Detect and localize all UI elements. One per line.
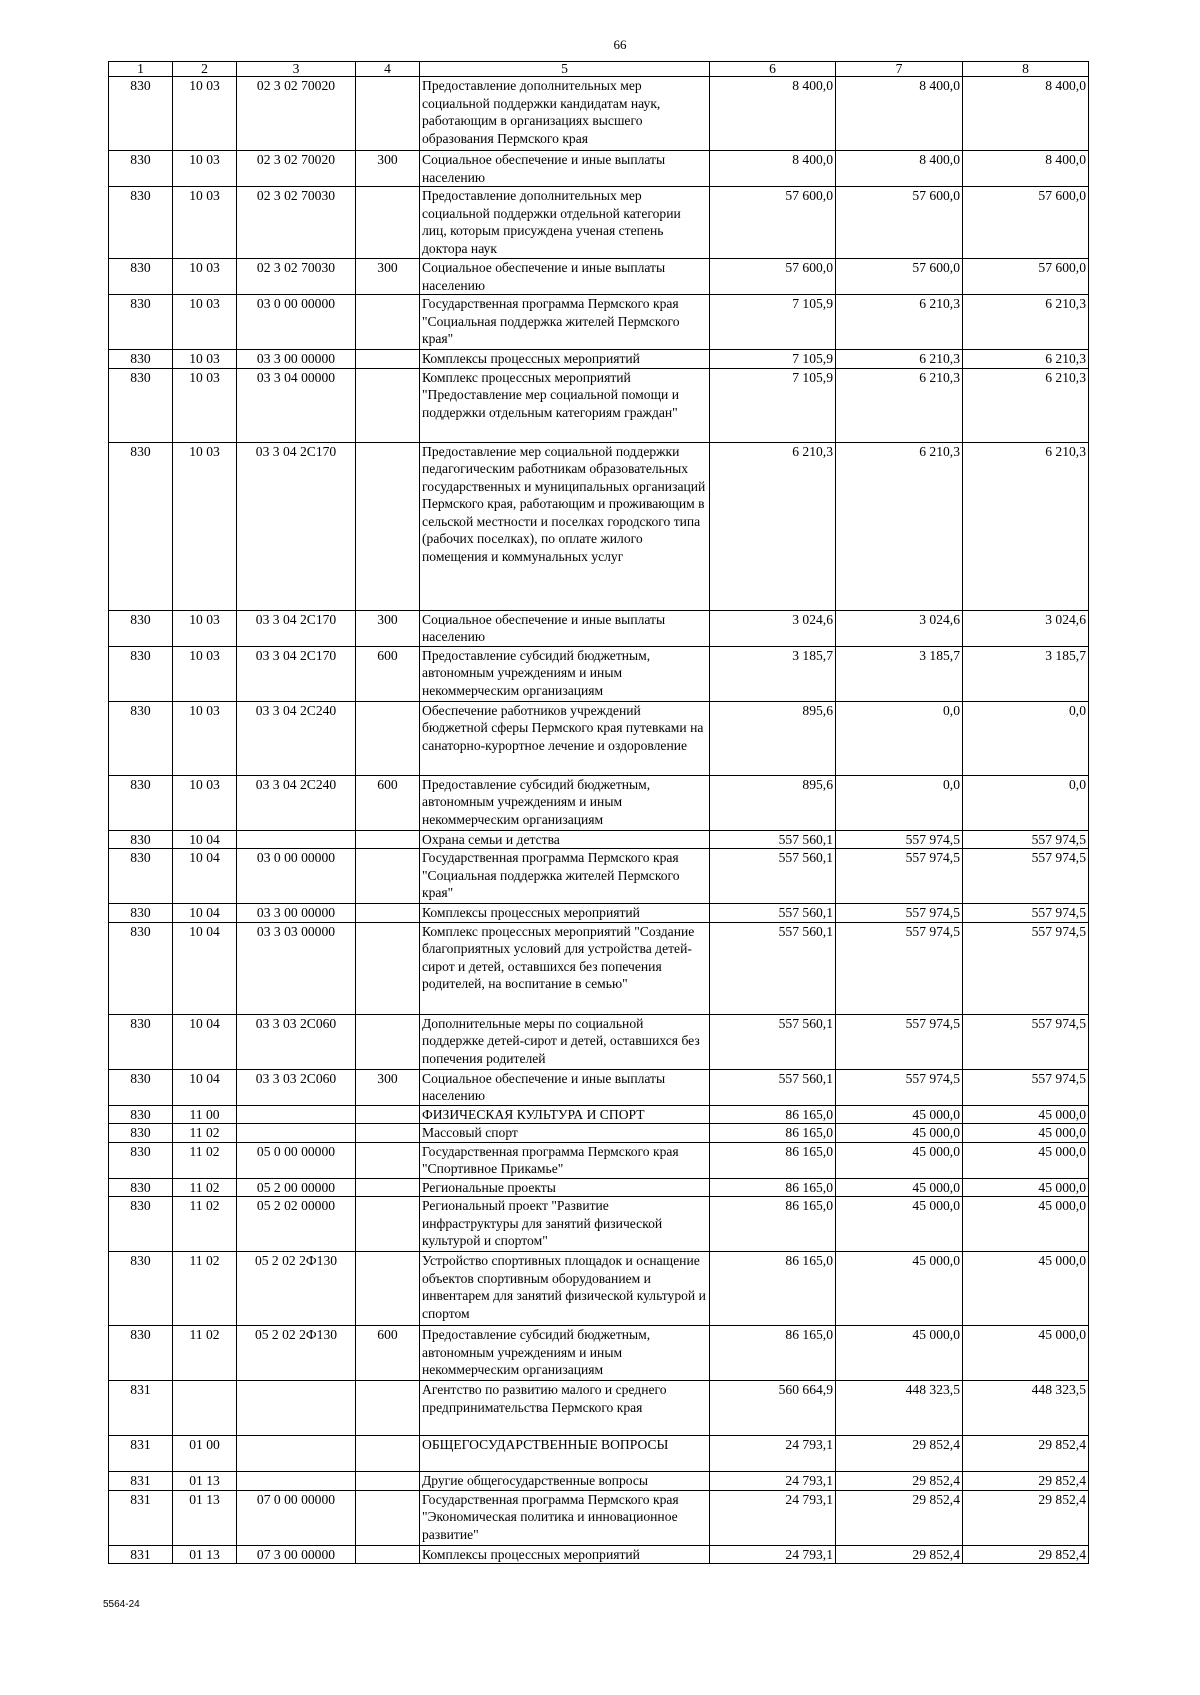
- target-cell: 03 3 03 2С060: [237, 1069, 356, 1105]
- amount-cell: 6 210,3: [836, 442, 963, 610]
- amount-cell: 24 793,1: [710, 1472, 836, 1491]
- amount-cell: 57 600,0: [963, 187, 1089, 259]
- amount-cell: 8 400,0: [710, 151, 836, 187]
- target-cell: 03 0 00 00000: [237, 295, 356, 350]
- budget-table: [108, 61, 1089, 1564]
- section-cell: 10 04: [173, 849, 237, 904]
- amount-cell: 6 210,3: [963, 295, 1089, 350]
- name-cell: Другие общегосударственные вопросы: [420, 1472, 710, 1491]
- expense-type-cell: [356, 1142, 420, 1178]
- expense-type-cell: [356, 295, 420, 350]
- amount-cell: 57 600,0: [710, 259, 836, 295]
- amount-cell: 6 210,3: [836, 295, 963, 350]
- amount-cell: 557 974,5: [836, 922, 963, 1014]
- row-code-cell: 830: [109, 830, 173, 849]
- row-code-cell: 830: [109, 1069, 173, 1105]
- column-header: 3: [237, 62, 356, 77]
- amount-cell: 45 000,0: [963, 1178, 1089, 1197]
- section-cell: 01 13: [173, 1472, 237, 1491]
- name-cell: Комплексы процессных мероприятий: [420, 1545, 710, 1564]
- table-row: [109, 904, 1089, 923]
- name-cell: Социальное обеспечение и иные выплаты населению: [420, 1069, 710, 1105]
- expense-type-cell: [356, 77, 420, 151]
- name-cell: Региональные проекты: [420, 1178, 710, 1197]
- document-code: 5564-24: [103, 1599, 140, 1610]
- target-cell: 03 3 04 2С170: [237, 610, 356, 646]
- amount-cell: 29 852,4: [963, 1436, 1089, 1472]
- target-cell: [237, 1472, 356, 1491]
- amount-cell: 895,6: [710, 775, 836, 830]
- target-cell: 07 0 00 00000: [237, 1490, 356, 1545]
- amount-cell: 29 852,4: [836, 1472, 963, 1491]
- amount-cell: 557 974,5: [963, 904, 1089, 923]
- expense-type-cell: 300: [356, 259, 420, 295]
- amount-cell: 557 974,5: [836, 849, 963, 904]
- amount-cell: 86 165,0: [710, 1124, 836, 1143]
- section-cell: 11 00: [173, 1105, 237, 1124]
- amount-cell: 29 852,4: [963, 1472, 1089, 1491]
- amount-cell: 3 185,7: [836, 646, 963, 701]
- amount-cell: 57 600,0: [963, 259, 1089, 295]
- target-cell: 05 2 00 00000: [237, 1178, 356, 1197]
- name-cell: Социальное обеспечение и иные выплаты населению: [420, 151, 710, 187]
- table-row: [109, 1197, 1089, 1252]
- amount-cell: 45 000,0: [963, 1252, 1089, 1326]
- table-row: [109, 442, 1089, 610]
- row-code-cell: 830: [109, 77, 173, 151]
- row-code-cell: 830: [109, 350, 173, 369]
- name-cell: Государственная программа Пермского края "Экономическая политика и инновационное развитие": [420, 1490, 710, 1545]
- amount-cell: 45 000,0: [836, 1252, 963, 1326]
- amount-cell: 448 323,5: [836, 1381, 963, 1436]
- name-cell: Комплексы процессных мероприятий: [420, 904, 710, 923]
- name-cell: Комплекс процессных мероприятий "Предоставление мер социальной помощи и поддержки отдельным категориям граждан": [420, 368, 710, 442]
- expense-type-cell: [356, 922, 420, 1014]
- amount-cell: 6 210,3: [963, 442, 1089, 610]
- name-cell: Государственная программа Пермского края "Спортивное Прикамье": [420, 1142, 710, 1178]
- table-row: [109, 151, 1089, 187]
- section-cell: 10 04: [173, 1069, 237, 1105]
- section-cell: 01 13: [173, 1490, 237, 1545]
- name-cell: Государственная программа Пермского края "Социальная поддержка жителей Пермского края": [420, 295, 710, 350]
- amount-cell: 0,0: [836, 775, 963, 830]
- section-cell: 10 04: [173, 904, 237, 923]
- amount-cell: 45 000,0: [836, 1178, 963, 1197]
- amount-cell: 557 974,5: [963, 1069, 1089, 1105]
- row-code-cell: 830: [109, 1105, 173, 1124]
- row-code-cell: 831: [109, 1472, 173, 1491]
- target-cell: 02 3 02 70030: [237, 259, 356, 295]
- amount-cell: 557 974,5: [963, 1014, 1089, 1069]
- amount-cell: 3 185,7: [710, 646, 836, 701]
- target-cell: 03 3 00 00000: [237, 350, 356, 369]
- expense-type-cell: [356, 1014, 420, 1069]
- table-row: [109, 1545, 1089, 1564]
- row-code-cell: 830: [109, 849, 173, 904]
- expense-type-cell: [356, 904, 420, 923]
- target-cell: 05 2 02 2Ф130: [237, 1252, 356, 1326]
- table-row: [109, 295, 1089, 350]
- name-cell: Предоставление субсидий бюджетным, автономным учреждениям и иным некоммерческим организациям: [420, 646, 710, 701]
- target-cell: 05 2 02 00000: [237, 1197, 356, 1252]
- section-cell: 01 13: [173, 1545, 237, 1564]
- row-code-cell: 830: [109, 701, 173, 775]
- amount-cell: 560 664,9: [710, 1381, 836, 1436]
- table-row: [109, 1069, 1089, 1105]
- section-cell: 10 03: [173, 77, 237, 151]
- target-cell: 03 3 04 2С170: [237, 646, 356, 701]
- table-row: [109, 775, 1089, 830]
- amount-cell: 57 600,0: [836, 259, 963, 295]
- expense-type-cell: [356, 830, 420, 849]
- expense-type-cell: [356, 1545, 420, 1564]
- row-code-cell: 830: [109, 368, 173, 442]
- section-cell: 10 03: [173, 350, 237, 369]
- table-row: [109, 1490, 1089, 1545]
- amount-cell: 45 000,0: [963, 1326, 1089, 1381]
- amount-cell: 3 185,7: [963, 646, 1089, 701]
- target-cell: [237, 830, 356, 849]
- name-cell: Охрана семьи и детства: [420, 830, 710, 849]
- section-cell: 10 03: [173, 701, 237, 775]
- expense-type-cell: [356, 350, 420, 369]
- expense-type-cell: [356, 1490, 420, 1545]
- expense-type-cell: [356, 701, 420, 775]
- target-cell: 03 3 04 2С240: [237, 701, 356, 775]
- row-code-cell: 830: [109, 442, 173, 610]
- amount-cell: 29 852,4: [836, 1436, 963, 1472]
- amount-cell: 557 560,1: [710, 830, 836, 849]
- section-cell: 10 03: [173, 775, 237, 830]
- section-cell: 11 02: [173, 1124, 237, 1143]
- amount-cell: 557 974,5: [963, 849, 1089, 904]
- row-code-cell: 830: [109, 187, 173, 259]
- amount-cell: 6 210,3: [963, 368, 1089, 442]
- row-code-cell: 830: [109, 1178, 173, 1197]
- name-cell: Комплексы процессных мероприятий: [420, 350, 710, 369]
- row-code-cell: 831: [109, 1490, 173, 1545]
- column-number-row: [109, 62, 1089, 77]
- amount-cell: 7 105,9: [710, 350, 836, 369]
- amount-cell: 86 165,0: [710, 1142, 836, 1178]
- expense-type-cell: [356, 442, 420, 610]
- expense-type-cell: [356, 1124, 420, 1143]
- column-header: 8: [963, 62, 1089, 77]
- amount-cell: 557 560,1: [710, 849, 836, 904]
- amount-cell: 8 400,0: [963, 151, 1089, 187]
- column-header: 5: [420, 62, 710, 77]
- section-cell: 11 02: [173, 1197, 237, 1252]
- target-cell: 03 3 04 00000: [237, 368, 356, 442]
- expense-type-cell: [356, 1197, 420, 1252]
- amount-cell: 895,6: [710, 701, 836, 775]
- section-cell: 11 02: [173, 1326, 237, 1381]
- amount-cell: 8 400,0: [836, 77, 963, 151]
- amount-cell: 86 165,0: [710, 1197, 836, 1252]
- amount-cell: 29 852,4: [836, 1545, 963, 1564]
- row-code-cell: 830: [109, 1326, 173, 1381]
- table-row: [109, 1381, 1089, 1436]
- amount-cell: 8 400,0: [963, 77, 1089, 151]
- expense-type-cell: [356, 849, 420, 904]
- target-cell: 02 3 02 70030: [237, 187, 356, 259]
- target-cell: 02 3 02 70020: [237, 151, 356, 187]
- target-cell: 07 3 00 00000: [237, 1545, 356, 1564]
- page-number: 66: [613, 37, 627, 52]
- table-row: [109, 646, 1089, 701]
- amount-cell: 557 974,5: [836, 1069, 963, 1105]
- amount-cell: 557 974,5: [963, 830, 1089, 849]
- amount-cell: 3 024,6: [836, 610, 963, 646]
- amount-cell: 45 000,0: [963, 1124, 1089, 1143]
- section-cell: 10 03: [173, 646, 237, 701]
- name-cell: Обеспечение работников учреждений бюджетной сферы Пермского края путевками на санаторно-курортное лечение и оздоровление: [420, 701, 710, 775]
- amount-cell: 86 165,0: [710, 1105, 836, 1124]
- expense-type-cell: [356, 1252, 420, 1326]
- amount-cell: 0,0: [963, 701, 1089, 775]
- row-code-cell: 830: [109, 775, 173, 830]
- row-code-cell: 831: [109, 1545, 173, 1564]
- target-cell: [237, 1381, 356, 1436]
- target-cell: [237, 1436, 356, 1472]
- section-cell: 10 04: [173, 922, 237, 1014]
- amount-cell: 7 105,9: [710, 295, 836, 350]
- row-code-cell: 830: [109, 904, 173, 923]
- target-cell: 03 3 04 2С170: [237, 442, 356, 610]
- amount-cell: 0,0: [963, 775, 1089, 830]
- amount-cell: 45 000,0: [836, 1105, 963, 1124]
- name-cell: Агентство по развитию малого и среднего предпринимательства Пермского края: [420, 1381, 710, 1436]
- amount-cell: 45 000,0: [963, 1142, 1089, 1178]
- table-row: [109, 1142, 1089, 1178]
- name-cell: Государственная программа Пермского края "Социальная поддержка жителей Пермского края": [420, 849, 710, 904]
- amount-cell: 8 400,0: [836, 151, 963, 187]
- amount-cell: 45 000,0: [836, 1197, 963, 1252]
- name-cell: Региональный проект "Развитие инфраструктуры для занятий физической культурой и спортом": [420, 1197, 710, 1252]
- amount-cell: 557 974,5: [836, 904, 963, 923]
- section-cell: 10 03: [173, 442, 237, 610]
- expense-type-cell: 600: [356, 775, 420, 830]
- table-row: [109, 1124, 1089, 1143]
- section-cell: 11 02: [173, 1142, 237, 1178]
- table-row: [109, 1436, 1089, 1472]
- row-code-cell: 830: [109, 259, 173, 295]
- name-cell: Предоставление субсидий бюджетным, автономным учреждениям и иным некоммерческим организациям: [420, 1326, 710, 1381]
- name-cell: Социальное обеспечение и иные выплаты населению: [420, 259, 710, 295]
- table-row: [109, 1178, 1089, 1197]
- table-row: [109, 1472, 1089, 1491]
- name-cell: Предоставление дополнительных мер социальной поддержки отдельной категории лиц, которым присуждена ученая степень доктора наук: [420, 187, 710, 259]
- section-cell: 10 04: [173, 830, 237, 849]
- table-body: [109, 77, 1089, 1564]
- expense-type-cell: [356, 1381, 420, 1436]
- section-cell: [173, 1381, 237, 1436]
- name-cell: Социальное обеспечение и иные выплаты населению: [420, 610, 710, 646]
- section-cell: 10 03: [173, 368, 237, 442]
- section-cell: 10 03: [173, 187, 237, 259]
- name-cell: ФИЗИЧЕСКАЯ КУЛЬТУРА И СПОРТ: [420, 1105, 710, 1124]
- section-cell: 10 03: [173, 259, 237, 295]
- column-header: 2: [173, 62, 237, 77]
- table-row: [109, 610, 1089, 646]
- amount-cell: 45 000,0: [836, 1124, 963, 1143]
- amount-cell: 557 974,5: [836, 1014, 963, 1069]
- amount-cell: 45 000,0: [963, 1197, 1089, 1252]
- target-cell: 03 3 03 2С060: [237, 1014, 356, 1069]
- amount-cell: 29 852,4: [836, 1490, 963, 1545]
- expense-type-cell: 300: [356, 151, 420, 187]
- expense-type-cell: [356, 1472, 420, 1491]
- column-header: 7: [836, 62, 963, 77]
- name-cell: Предоставление дополнительных мер социальной поддержки кандидатам наук, работающим в организациях высшего образования Пермского края: [420, 77, 710, 151]
- amount-cell: 29 852,4: [963, 1545, 1089, 1564]
- row-code-cell: 830: [109, 1252, 173, 1326]
- expense-type-cell: 300: [356, 610, 420, 646]
- target-cell: [237, 1124, 356, 1143]
- row-code-cell: 830: [109, 295, 173, 350]
- table-row: [109, 1014, 1089, 1069]
- amount-cell: 45 000,0: [836, 1326, 963, 1381]
- section-cell: 10 03: [173, 295, 237, 350]
- target-cell: 03 3 00 00000: [237, 904, 356, 923]
- row-code-cell: 830: [109, 1197, 173, 1252]
- amount-cell: 7 105,9: [710, 368, 836, 442]
- name-cell: Дополнительные меры по социальной поддержке детей-сирот и детей, оставшихся без попечения родителей: [420, 1014, 710, 1069]
- amount-cell: 448 323,5: [963, 1381, 1089, 1436]
- amount-cell: 3 024,6: [710, 610, 836, 646]
- table-row: [109, 922, 1089, 1014]
- expense-type-cell: 600: [356, 1326, 420, 1381]
- amount-cell: 6 210,3: [836, 350, 963, 369]
- table-row: [109, 350, 1089, 369]
- amount-cell: 557 560,1: [710, 904, 836, 923]
- table-row: [109, 1105, 1089, 1124]
- target-cell: 03 0 00 00000: [237, 849, 356, 904]
- row-code-cell: 830: [109, 1014, 173, 1069]
- target-cell: 05 2 02 2Ф130: [237, 1326, 356, 1381]
- expense-type-cell: [356, 187, 420, 259]
- row-code-cell: 830: [109, 1124, 173, 1143]
- row-code-cell: 830: [109, 610, 173, 646]
- expense-type-cell: [356, 1436, 420, 1472]
- section-cell: 11 02: [173, 1252, 237, 1326]
- section-cell: 10 03: [173, 151, 237, 187]
- row-code-cell: 831: [109, 1436, 173, 1472]
- amount-cell: 3 024,6: [963, 610, 1089, 646]
- section-cell: 10 04: [173, 1014, 237, 1069]
- expense-type-cell: [356, 1178, 420, 1197]
- target-cell: 03 3 03 00000: [237, 922, 356, 1014]
- name-cell: Массовый спорт: [420, 1124, 710, 1143]
- table-row: [109, 77, 1089, 151]
- amount-cell: 557 560,1: [710, 1014, 836, 1069]
- section-cell: 10 03: [173, 610, 237, 646]
- column-header: 1: [109, 62, 173, 77]
- name-cell: ОБЩЕГОСУДАРСТВЕННЫЕ ВОПРОСЫ: [420, 1436, 710, 1472]
- amount-cell: 24 793,1: [710, 1545, 836, 1564]
- expense-type-cell: 600: [356, 646, 420, 701]
- expense-type-cell: [356, 1105, 420, 1124]
- row-code-cell: 830: [109, 646, 173, 701]
- amount-cell: 557 974,5: [963, 922, 1089, 1014]
- amount-cell: 86 165,0: [710, 1252, 836, 1326]
- table-row: [109, 1326, 1089, 1381]
- amount-cell: 24 793,1: [710, 1436, 836, 1472]
- row-code-cell: 830: [109, 151, 173, 187]
- amount-cell: 45 000,0: [836, 1142, 963, 1178]
- section-cell: 11 02: [173, 1178, 237, 1197]
- expense-type-cell: [356, 368, 420, 442]
- table-row: [109, 830, 1089, 849]
- amount-cell: 57 600,0: [836, 187, 963, 259]
- amount-cell: 45 000,0: [963, 1105, 1089, 1124]
- amount-cell: 0,0: [836, 701, 963, 775]
- table-row: [109, 1252, 1089, 1326]
- amount-cell: 24 793,1: [710, 1490, 836, 1545]
- name-cell: Предоставление субсидий бюджетным, автономным учреждениям и иным некоммерческим организациям: [420, 775, 710, 830]
- row-code-cell: 831: [109, 1381, 173, 1436]
- section-cell: 01 00: [173, 1436, 237, 1472]
- table-row: [109, 259, 1089, 295]
- expense-type-cell: 300: [356, 1069, 420, 1105]
- amount-cell: 57 600,0: [710, 187, 836, 259]
- target-cell: 02 3 02 70020: [237, 77, 356, 151]
- amount-cell: 557 560,1: [710, 922, 836, 1014]
- amount-cell: 557 560,1: [710, 1069, 836, 1105]
- target-cell: [237, 1105, 356, 1124]
- table-row: [109, 849, 1089, 904]
- table-row: [109, 368, 1089, 442]
- target-cell: 05 0 00 00000: [237, 1142, 356, 1178]
- amount-cell: 29 852,4: [963, 1490, 1089, 1545]
- table-row: [109, 187, 1089, 259]
- table-row: [109, 701, 1089, 775]
- column-header: 4: [356, 62, 420, 77]
- amount-cell: 86 165,0: [710, 1326, 836, 1381]
- row-code-cell: 830: [109, 1142, 173, 1178]
- row-code-cell: 830: [109, 922, 173, 1014]
- name-cell: Комплекс процессных мероприятий "Создание благоприятных условий для устройства детей-сирот и детей, оставшихся без попечения родителей, на воспитание в семью": [420, 922, 710, 1014]
- column-header: 6: [710, 62, 836, 77]
- name-cell: Предоставление мер социальной поддержки педагогическим работникам образовательных государственных и муниципальных организаций Пермского края, работающим и проживающим в сельской местности и поселках городского типа (рабочих поселках), по оплате жилого помещения и коммунальных услуг: [420, 442, 710, 610]
- amount-cell: 557 974,5: [836, 830, 963, 849]
- name-cell: Устройство спортивных площадок и оснащение объектов спортивным оборудованием и инвентарем для занятий физической культурой и спортом: [420, 1252, 710, 1326]
- target-cell: 03 3 04 2С240: [237, 775, 356, 830]
- amount-cell: 8 400,0: [710, 77, 836, 151]
- amount-cell: 6 210,3: [710, 442, 836, 610]
- amount-cell: 6 210,3: [963, 350, 1089, 369]
- amount-cell: 86 165,0: [710, 1178, 836, 1197]
- amount-cell: 6 210,3: [836, 368, 963, 442]
